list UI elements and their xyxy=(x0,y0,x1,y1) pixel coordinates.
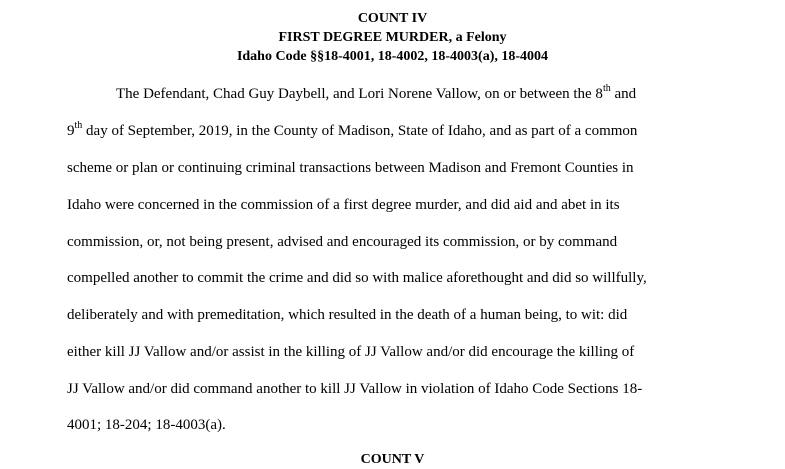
body-line-3: scheme or plan or continuing criminal transactions between Madison and Fremont Counties in xyxy=(67,160,634,176)
body-line-5: commission, or, not being present, advised and encouraged its commission, or by command xyxy=(67,234,618,250)
body-line-10: 4001; 18-204; 18-4003(a). xyxy=(67,417,226,433)
ordinal-suffix: th xyxy=(602,83,611,94)
body-line-1-end: and xyxy=(610,86,637,102)
body-line-2 xyxy=(67,122,637,140)
next-count-title: COUNT V xyxy=(360,452,425,467)
body-line-6: compelled another to commit the crime and did so with malice aforethought and did so willfully, xyxy=(67,270,647,286)
body-line-8: either kill JJ Vallow and/or assist in the killing of JJ Vallow and/or did encourage the killing of xyxy=(67,344,635,360)
body-line-1-text: The Defendant, Chad Guy Daybell, and Lori Norene Vallow, on or between the 8 xyxy=(116,86,603,102)
body-line-4: Idaho were concerned in the commission of a first degree murder, and did aid and abet in its xyxy=(67,197,620,213)
charge-title: FIRST DEGREE MURDER, a Felony xyxy=(278,30,507,45)
body-line-2-text: day of September, 2019, in the County of Madison, State of Idaho, and as part of a common xyxy=(82,123,638,139)
body-line-2-start: 9 xyxy=(67,123,75,139)
body-line-7: deliberately and with premeditation, which resulted in the death of a human being, to wit: did xyxy=(67,307,628,323)
ordinal-suffix: th xyxy=(74,120,83,131)
count-title: COUNT IV xyxy=(357,11,428,26)
statute-citation: Idaho Code §§18-4001, 18-4002, 18-4003(a), 18-4004 xyxy=(236,49,549,64)
body-line-1 xyxy=(116,85,636,103)
body-line-9: JJ Vallow and/or did command another to kill JJ Vallow in violation of Idaho Code Sections 18- xyxy=(67,381,643,397)
